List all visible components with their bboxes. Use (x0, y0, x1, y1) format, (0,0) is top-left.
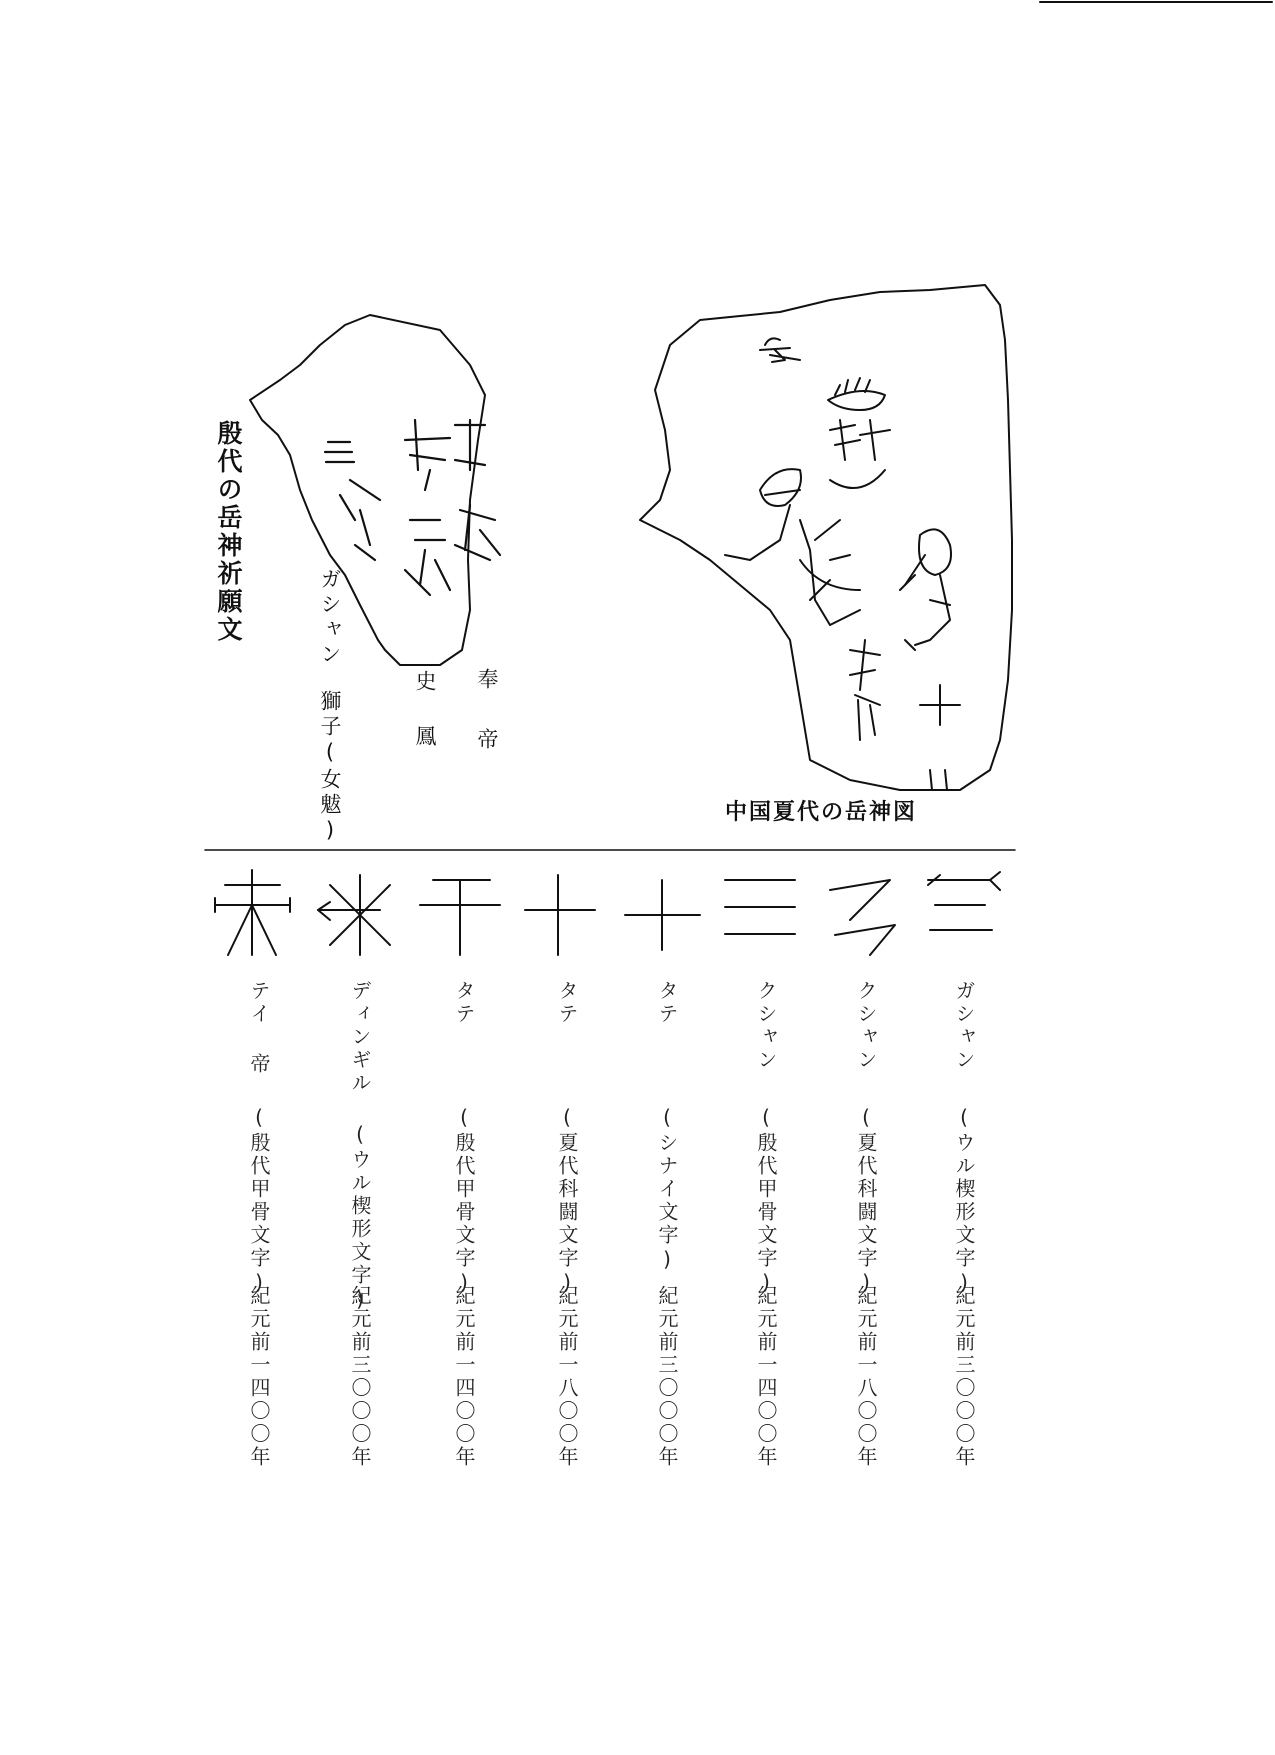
column-reading: タテ (655, 980, 679, 1026)
glyph-6-tate (420, 880, 500, 955)
glyph-7-dingir (318, 875, 390, 955)
label-ho: 鳳 (413, 725, 437, 750)
glyph-5-tate (525, 875, 595, 955)
column-source: (夏代科闘文字) (555, 1105, 579, 1297)
column-source: (殷代甲骨文字) (754, 1105, 778, 1297)
glyph-4-tate (625, 880, 700, 950)
right-figure-caption: 中国夏代の岳神図 (725, 800, 918, 825)
glyph-3-kushan (725, 880, 795, 934)
column-source: (殷代甲骨文字) (452, 1105, 476, 1297)
glyph-1-gashan (928, 872, 1000, 930)
column-reading: テイ 帝 (247, 980, 271, 1076)
left-bone-inscriptions (325, 420, 500, 595)
column-source: (ウル楔形文字) (348, 1122, 372, 1314)
column-reading: ディンギル (348, 980, 372, 1095)
right-bone-drawings (725, 338, 960, 790)
column-date: 紀元前一八〇〇年 (555, 1285, 579, 1469)
column-date: 紀元前三〇〇〇年 (952, 1285, 976, 1469)
label-tei: 帝 (475, 728, 499, 753)
column-reading: クシャン (754, 980, 778, 1072)
label-shishi: 獅子(女魃) (318, 690, 342, 846)
label-shi: 史 (413, 670, 437, 695)
column-date: 紀元前一四〇〇年 (452, 1285, 476, 1469)
right-bone-fragment (640, 285, 1012, 790)
column-date: 紀元前三〇〇〇年 (348, 1285, 372, 1469)
column-source: (ウル楔形文字) (952, 1105, 976, 1297)
column-date: 紀元前一四〇〇年 (247, 1285, 271, 1469)
label-gashan: ガシャン (318, 568, 342, 668)
glyph-2-kushan (830, 880, 895, 955)
column-source: (殷代甲骨文字) (247, 1105, 271, 1297)
label-hou: 奉 (475, 668, 499, 693)
glyph-8-tei (215, 870, 290, 955)
column-date: 紀元前三〇〇〇年 (655, 1285, 679, 1469)
column-reading: ガシャン (952, 980, 976, 1072)
column-date: 紀元前一八〇〇年 (854, 1285, 878, 1469)
column-reading: タテ (555, 980, 579, 1026)
column-reading: タテ (452, 980, 476, 1026)
column-reading: クシャン (854, 980, 878, 1072)
left-figure-title: 殷代の岳神祈願文 (214, 420, 243, 644)
column-source: (シナイ文字) (655, 1105, 679, 1274)
column-source: (夏代科闘文字) (854, 1105, 878, 1297)
column-date: 紀元前一四〇〇年 (754, 1285, 778, 1469)
left-bone-fragment (250, 315, 485, 665)
